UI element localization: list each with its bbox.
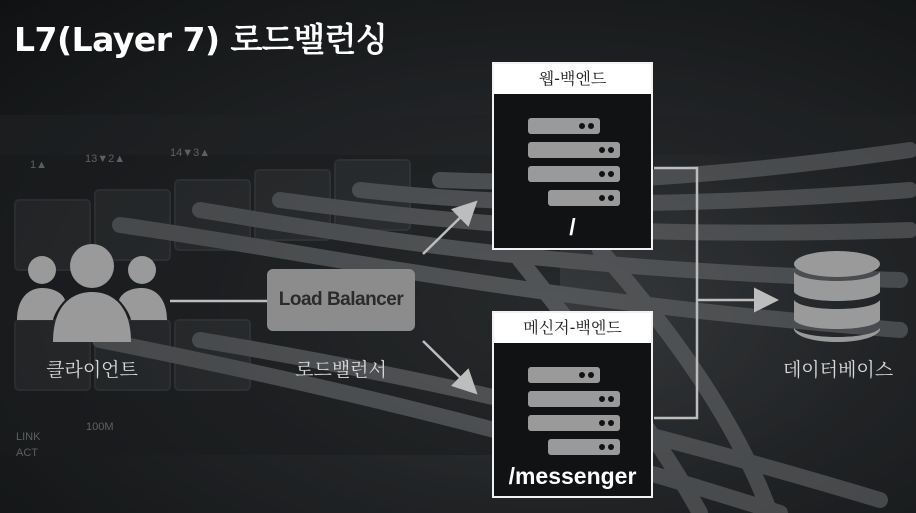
- messenger-to-db-line: [654, 300, 697, 418]
- web-backend-box: [492, 62, 653, 250]
- users-icon: [17, 242, 167, 342]
- messenger-backend-path: /messenger: [508, 463, 637, 489]
- load-balancer-label: 로드밸런서: [295, 359, 387, 381]
- lb-to-web-arrow: [423, 204, 474, 254]
- messenger-backend-header: 메신저-백엔드: [494, 313, 651, 343]
- load-balancer-text: Load Balancer: [278, 289, 404, 310]
- lb-to-messenger-arrow: [423, 341, 474, 391]
- port-label-3: 14▼3▲: [170, 147, 211, 159]
- server-stack-icon: [526, 116, 622, 208]
- port-label-2: 13▼2▲: [85, 153, 126, 165]
- web-backend-path: /: [569, 214, 576, 240]
- port-label-1: 1▲: [30, 159, 48, 171]
- act-label: ACT: [16, 447, 38, 459]
- database-icon: [792, 250, 882, 344]
- speed-label: 100M: [86, 421, 114, 433]
- client-label: 클라이언트: [46, 359, 138, 381]
- load-balancer-box: [267, 269, 415, 331]
- web-backend-header: 웹-백엔드: [494, 64, 651, 94]
- page-title: L7(Layer 7) 로드밸런싱: [14, 20, 388, 59]
- link-label: LINK: [16, 431, 41, 443]
- server-stack-icon: [526, 365, 622, 457]
- database-label: 데이터베이스: [782, 359, 894, 381]
- messenger-backend-box: [492, 311, 653, 498]
- web-to-db-line: [654, 168, 697, 300]
